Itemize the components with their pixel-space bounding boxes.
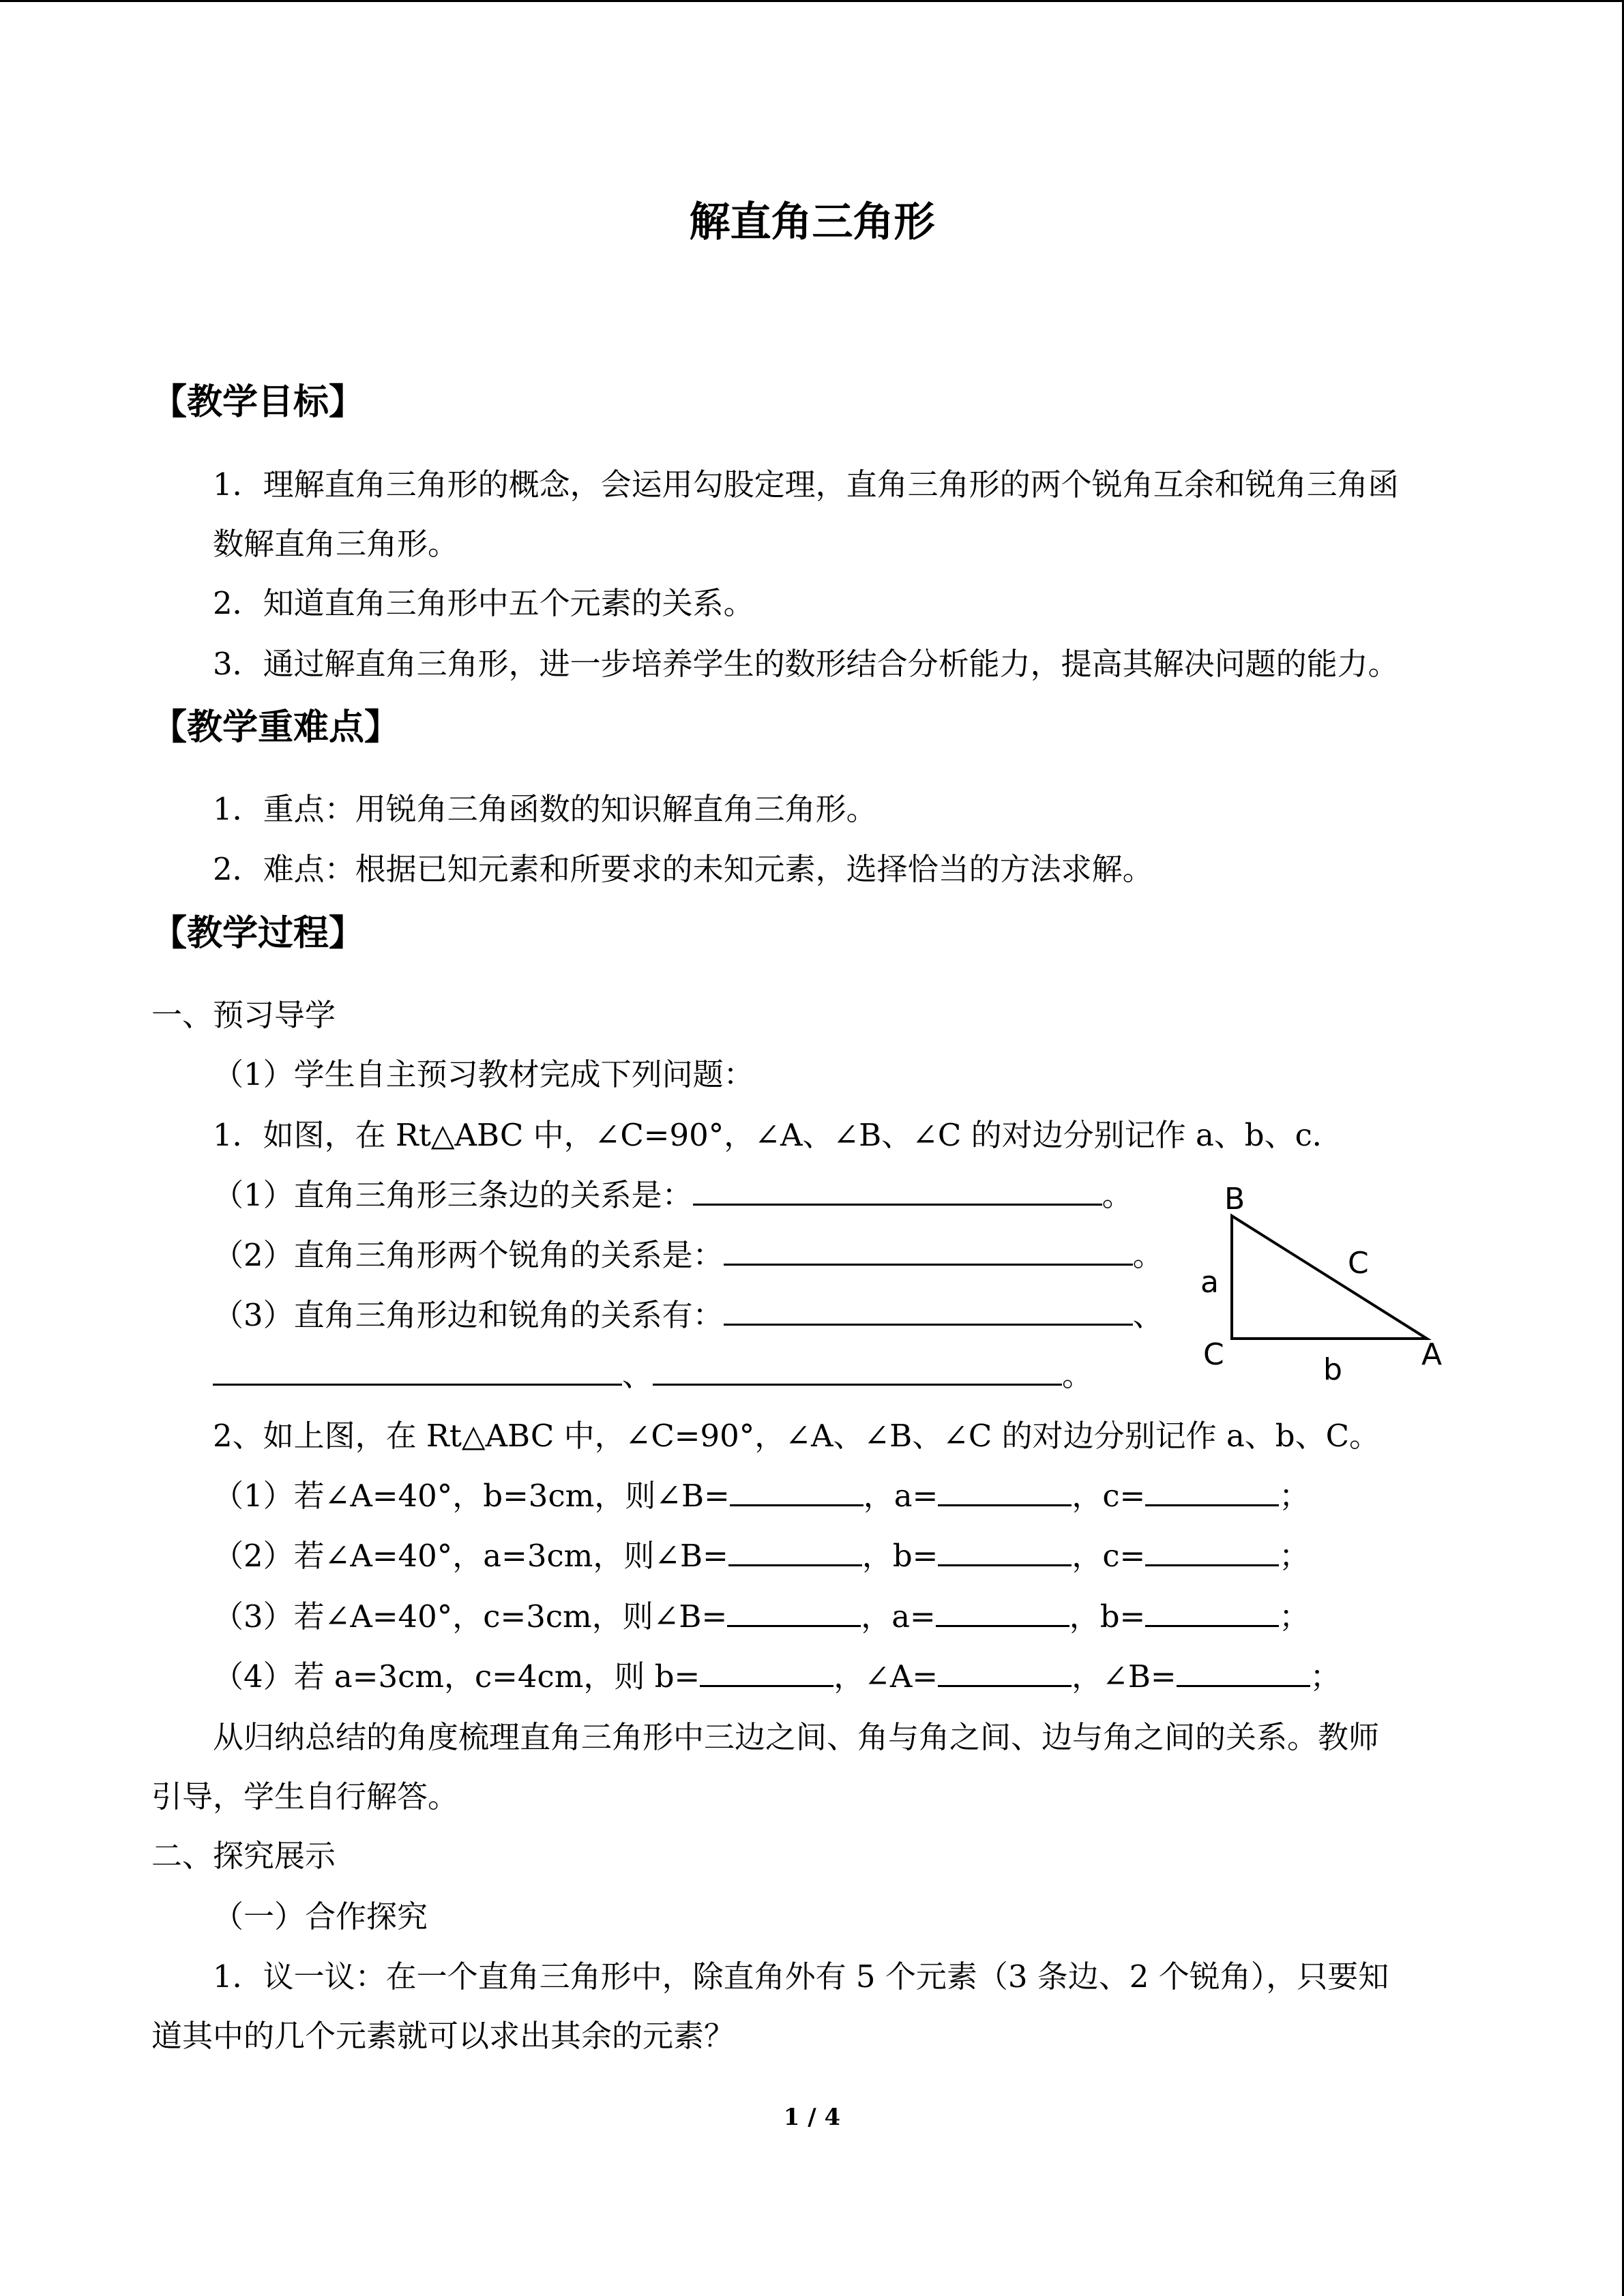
side-c-label: C	[1348, 1246, 1369, 1281]
answer-blank[interactable]	[938, 1477, 1072, 1506]
period: 。	[1102, 1177, 1133, 1213]
question-2-1-text: ，a=	[863, 1478, 939, 1514]
question-1-2-label: （2）直角三角形两个锐角的关系是：	[213, 1237, 724, 1273]
goals-item-2: 2．知道直角三角形中五个元素的关系。	[213, 585, 754, 621]
goals-item-3: 3．通过解直角三角形，进一步培养学生的数形结合分析能力，提高其解决问题的能力。	[213, 646, 1399, 682]
triangle-shape	[1232, 1216, 1427, 1339]
keypoints-item-1: 1．重点：用锐角三角函数的知识解直角三角形。	[213, 791, 877, 827]
question-2-4-text: ，∠B=	[1072, 1658, 1177, 1695]
question-1-3	[213, 1295, 1164, 1336]
question-1-3-label: （3）直角三角形边和锐角的关系有：	[213, 1297, 724, 1333]
keypoints-item-2: 2．难点：根据已知元素和所要求的未知元素，选择恰当的方法求解。	[213, 851, 1153, 887]
answer-blank[interactable]	[724, 1236, 1133, 1266]
answer-blank[interactable]	[727, 1598, 861, 1627]
side-a-label: a	[1200, 1265, 1219, 1300]
answer-blank[interactable]	[728, 1537, 862, 1566]
question-2-3-text: ，b=	[1069, 1598, 1146, 1635]
page-title: 解直角三角形	[689, 198, 935, 246]
process-heading: 【教学过程】	[151, 913, 365, 954]
answer-blank[interactable]	[936, 1598, 1069, 1627]
discussion-line-1: 1．议一议：在一个直角三角形中，除直角外有 5 个元素（3 条边、2 个锐角），只要知	[213, 1958, 1389, 1995]
answer-blank[interactable]	[724, 1296, 1133, 1326]
enum-comma: 、	[622, 1357, 653, 1393]
answer-blank[interactable]	[938, 1537, 1072, 1566]
question-1-1-label: （1）直角三角形三条边的关系是：	[213, 1177, 693, 1213]
vertex-c-label: C	[1203, 1337, 1224, 1372]
question-2-4	[213, 1656, 1341, 1697]
cooperative-inquiry-heading: （一）合作探究	[213, 1898, 428, 1935]
question-1-1	[213, 1175, 1133, 1216]
question-1-stem: 1．如图，在 Rt△ABC 中，∠C=90°，∠A、∠B、∠C 的对边分别记作 a、b、c．	[213, 1117, 1343, 1153]
answer-blank[interactable]	[693, 1176, 1102, 1206]
preview-intro: （1）学生自主预习教材完成下列问题：	[213, 1056, 754, 1092]
question-2-2-text: ，b=	[861, 1538, 939, 1574]
semicolon: ；	[1279, 1538, 1310, 1574]
period: 。	[1062, 1357, 1093, 1393]
right-triangle-figure	[1187, 1176, 1460, 1381]
answer-blank[interactable]	[1145, 1477, 1279, 1506]
period: 。	[1132, 1237, 1164, 1273]
goals-item-1-line2: 数解直角三角形。	[213, 526, 459, 562]
question-2-2	[213, 1536, 1310, 1577]
question-2-4-text: ，∠A=	[833, 1658, 939, 1695]
page-number: 1 / 4	[783, 2104, 841, 2131]
vertex-a-label: A	[1421, 1337, 1443, 1372]
answer-blank[interactable]	[938, 1658, 1072, 1687]
side-b-label: b	[1323, 1352, 1342, 1381]
question-2-3	[213, 1596, 1310, 1637]
vertex-b-label: B	[1224, 1182, 1245, 1217]
goals-item-1-line1: 1．理解直角三角形的概念，会运用勾股定理，直角三角形的两个锐角互余和锐角三角函	[213, 466, 1399, 503]
answer-blank[interactable]	[730, 1477, 863, 1506]
goals-heading: 【教学目标】	[151, 382, 365, 423]
part-two-heading: 二、探究展示	[151, 1838, 336, 1874]
answer-blank[interactable]	[213, 1356, 622, 1386]
question-2-1-text: （1）若∠A=40°，b=3cm，则∠B=	[213, 1478, 730, 1514]
semicolon: ；	[1279, 1478, 1310, 1514]
semicolon: ；	[1279, 1598, 1310, 1635]
question-2-1-text: ，c=	[1072, 1478, 1146, 1514]
keypoints-heading: 【教学重难点】	[151, 707, 400, 748]
question-2-1	[213, 1476, 1310, 1517]
answer-blank[interactable]	[1177, 1658, 1310, 1687]
question-2-2-text: （2）若∠A=40°，a=3cm，则∠B=	[213, 1538, 728, 1574]
question-2-4-text: （4）若 a=3cm，c=4cm，则 b=	[213, 1658, 700, 1695]
part-one-heading: 一、预习导学	[151, 997, 336, 1033]
answer-blank[interactable]	[1145, 1598, 1279, 1627]
question-2-stem: 2、如上图，在 Rt△ABC 中，∠C=90°，∠A、∠B、∠C 的对边分别记作 a、b、C。	[213, 1418, 1381, 1454]
question-2-3-text: ，a=	[861, 1598, 936, 1635]
answer-blank[interactable]	[700, 1658, 833, 1687]
discussion-line-2: 道其中的几个元素就可以求出其余的元素？	[151, 2018, 735, 2054]
semicolon: ；	[1310, 1658, 1341, 1695]
question-2-3-text: （3）若∠A=40°，c=3cm，则∠B=	[213, 1598, 728, 1635]
question-2-2-text: ，c=	[1072, 1538, 1146, 1574]
summary-line-2: 引导，学生自行解答。	[151, 1778, 459, 1815]
question-1-2	[213, 1235, 1164, 1276]
question-1-3-continued	[213, 1355, 1093, 1396]
answer-blank[interactable]	[653, 1356, 1062, 1386]
enum-comma: 、	[1132, 1297, 1164, 1333]
top-border-line	[0, 0, 1624, 2]
answer-blank[interactable]	[1145, 1537, 1279, 1566]
summary-line-1: 从归纳总结的角度梳理直角三角形中三边之间、角与角之间、边与角之间的关系。教师	[213, 1719, 1380, 1755]
